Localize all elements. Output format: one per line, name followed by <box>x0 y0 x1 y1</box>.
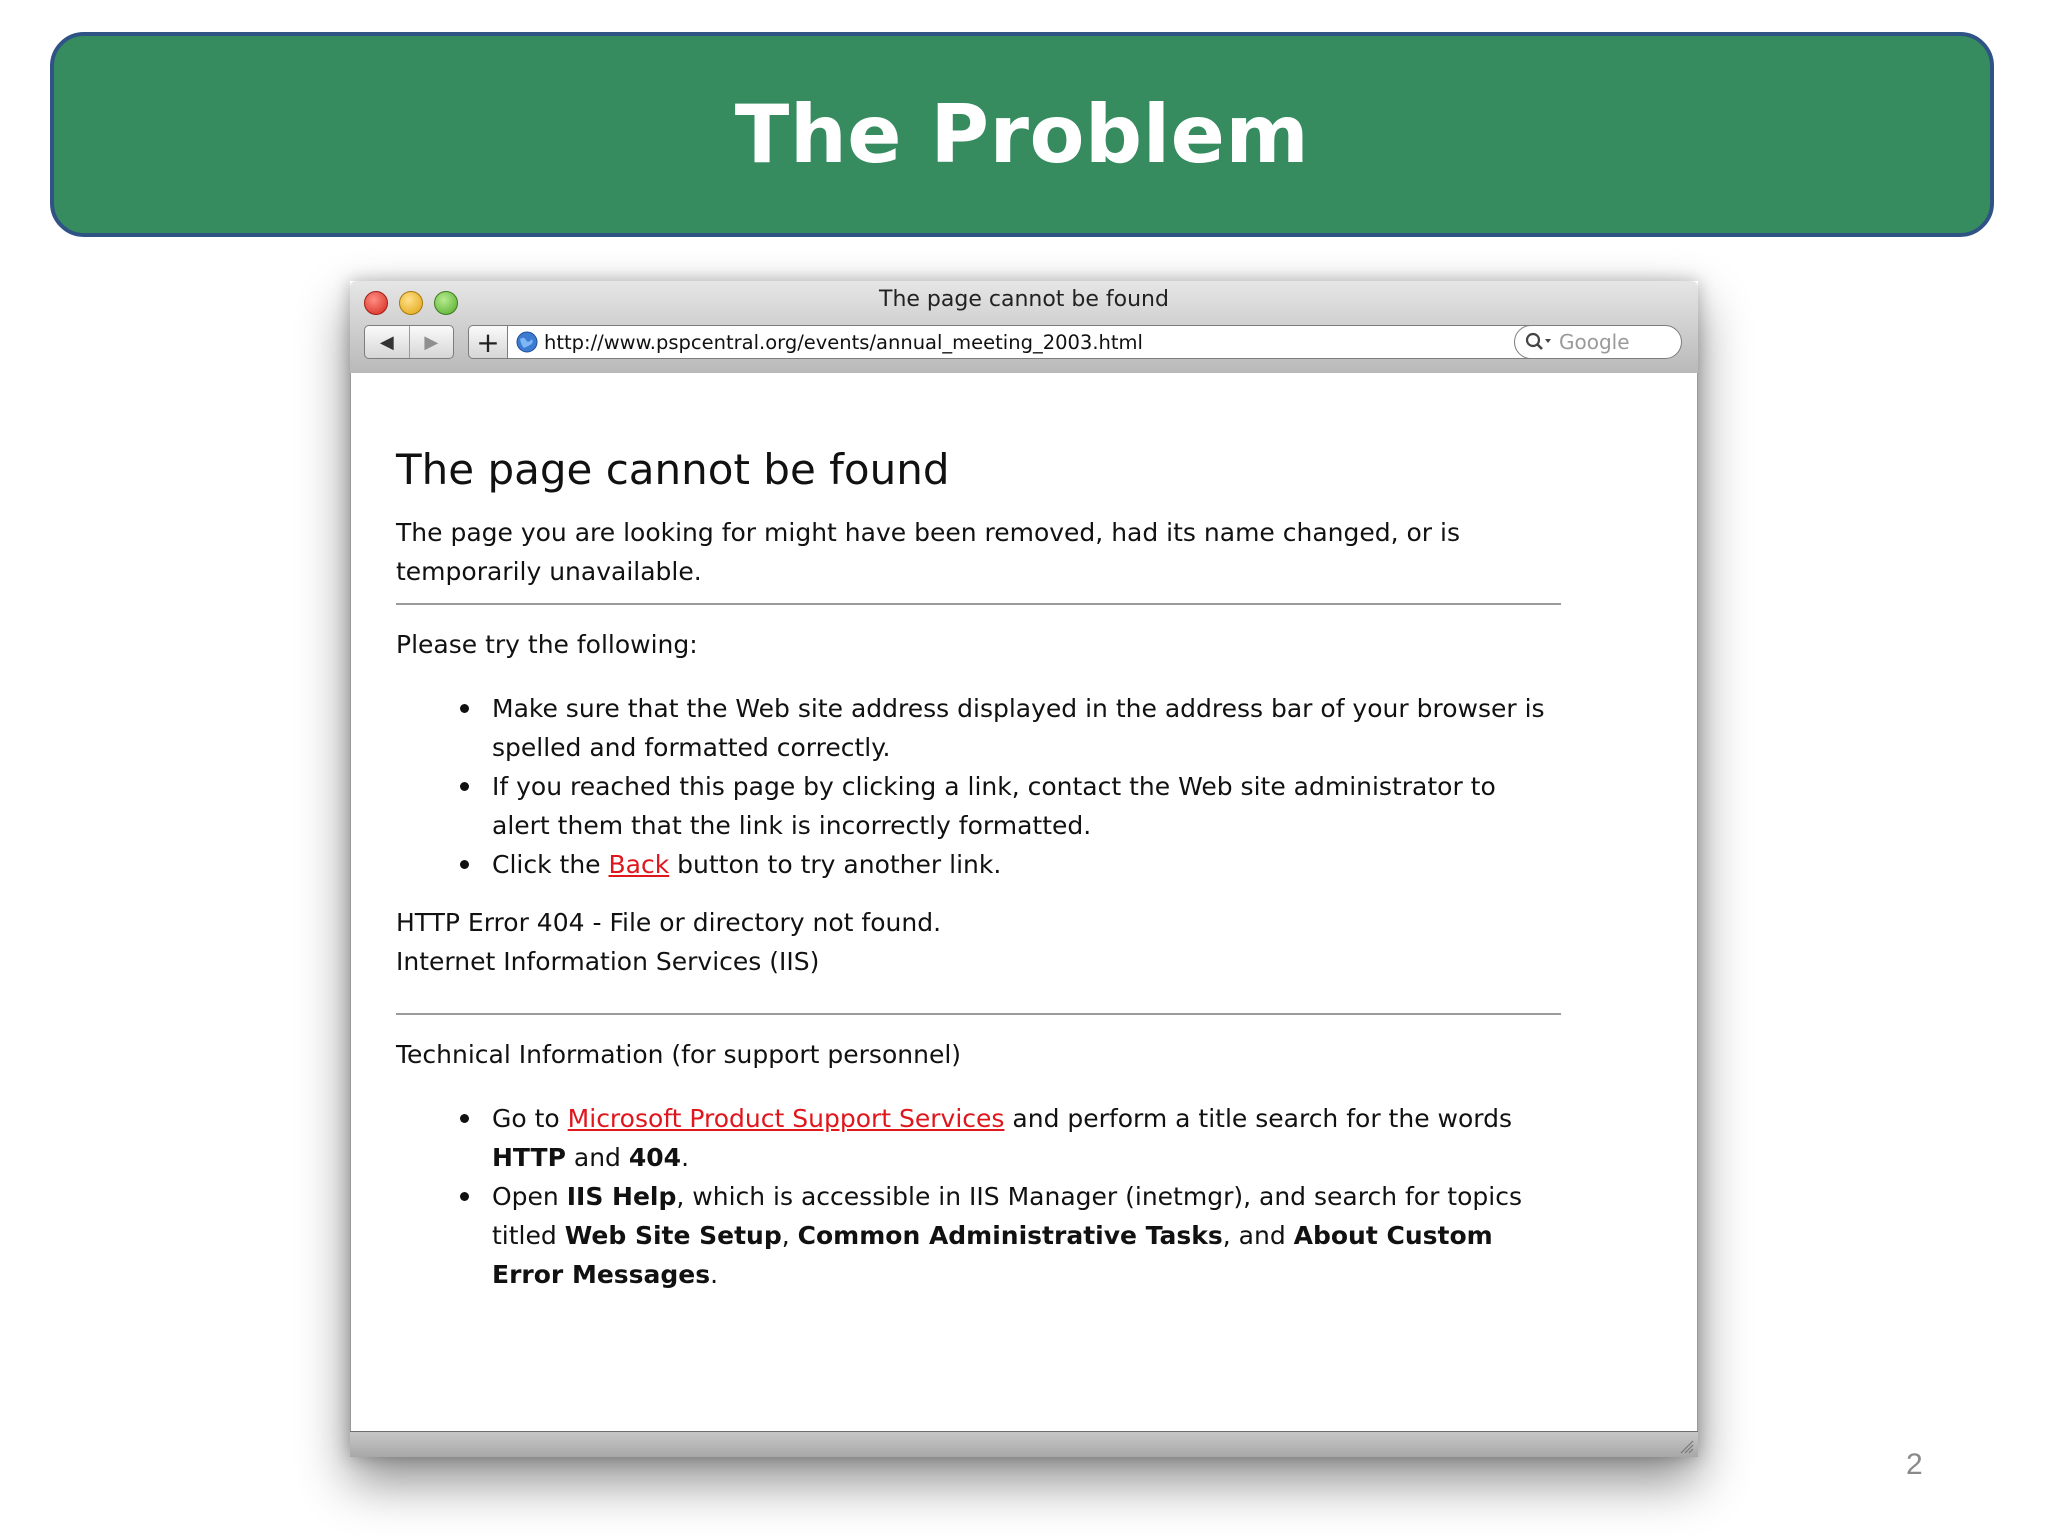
bullet-icon <box>460 1114 469 1123</box>
list-item <box>396 767 1561 845</box>
address-bar[interactable] <box>508 325 1544 359</box>
browser-toolbar <box>350 281 1698 374</box>
back-link[interactable]: Back <box>608 850 670 879</box>
bold-term: HTTP <box>492 1143 566 1172</box>
page-viewport <box>350 373 1698 1431</box>
bullet-icon <box>460 782 469 791</box>
tech-text: , <box>781 1221 798 1250</box>
tech-text: and perform a title search for the words <box>1004 1104 1512 1133</box>
http-error-text: HTTP Error 404 - File or directory not found. <box>396 908 942 937</box>
tip-text: Click the <box>492 850 609 879</box>
page-heading: The page cannot be found <box>396 445 950 494</box>
intro-text: The page you are looking for might have been removed, had its name changed, or is temporarily unavailable. <box>396 518 1461 586</box>
slide-title-banner <box>50 32 1994 237</box>
list-item <box>396 1177 1561 1294</box>
support-services-link[interactable]: Microsoft Product Support Services <box>567 1104 1005 1133</box>
slide-title: The Problem <box>734 88 1310 181</box>
tip-text: If you reached this page by clicking a link, contact the Web site administrator to alert them that the link is incorrectly formatted. <box>492 772 1496 840</box>
tech-text: . <box>710 1260 719 1289</box>
server-text: Internet Information Services (IIS) <box>396 947 820 976</box>
search-field[interactable] <box>1514 325 1682 359</box>
status-bar <box>350 1431 1698 1457</box>
bullet-icon <box>460 1192 469 1201</box>
tech-text: and <box>565 1143 629 1172</box>
bullet-icon <box>460 704 469 713</box>
bold-term: IIS Help <box>566 1182 677 1211</box>
resize-grip-icon[interactable] <box>1678 1438 1694 1454</box>
bold-term: Common Administrative Tasks <box>797 1221 1223 1250</box>
try-heading: Please try the following: <box>396 630 698 659</box>
search-placeholder[interactable]: Google <box>1559 330 1630 354</box>
divider <box>396 603 1561 605</box>
tech-heading: Technical Information (for support personnel) <box>396 1040 962 1069</box>
tech-text: Open <box>492 1182 567 1211</box>
search-icon <box>1525 332 1553 352</box>
tech-text: . <box>681 1143 690 1172</box>
url-text[interactable]: http://www.pspcentral.org/events/annual_meeting_2003.html <box>544 330 1143 354</box>
history-nav-group <box>364 325 454 359</box>
back-arrow-icon[interactable]: ◀ <box>379 331 394 352</box>
list-item <box>396 1099 1561 1177</box>
add-bookmark-icon[interactable]: + <box>468 325 508 359</box>
list-item <box>396 845 1561 884</box>
tip-text: button to try another link. <box>669 850 1002 879</box>
globe-icon <box>516 331 538 353</box>
tech-text: , and <box>1222 1221 1294 1250</box>
window-title: The page cannot be found <box>879 287 1169 312</box>
slide-page-number: 2 <box>1906 1448 1923 1481</box>
tips-list <box>396 689 1561 884</box>
bold-term: 404 <box>628 1143 682 1172</box>
forward-arrow-icon[interactable]: ▶ <box>409 326 454 358</box>
tech-text: , which is accessible in IIS Manager (inetmgr), and search for topics titled <box>492 1182 1522 1250</box>
browser-window <box>350 281 1698 1457</box>
list-item <box>396 689 1561 767</box>
bold-term: Web Site Setup <box>564 1221 782 1250</box>
tech-text: Go to <box>492 1104 568 1133</box>
tech-list <box>396 1099 1561 1294</box>
tip-text: Make sure that the Web site address displayed in the address bar of your browser is spelled and formatted correctly. <box>492 694 1545 762</box>
divider <box>396 1013 1561 1015</box>
bold-term: About Custom Error Messages <box>492 1221 1493 1289</box>
bullet-icon <box>460 860 469 869</box>
